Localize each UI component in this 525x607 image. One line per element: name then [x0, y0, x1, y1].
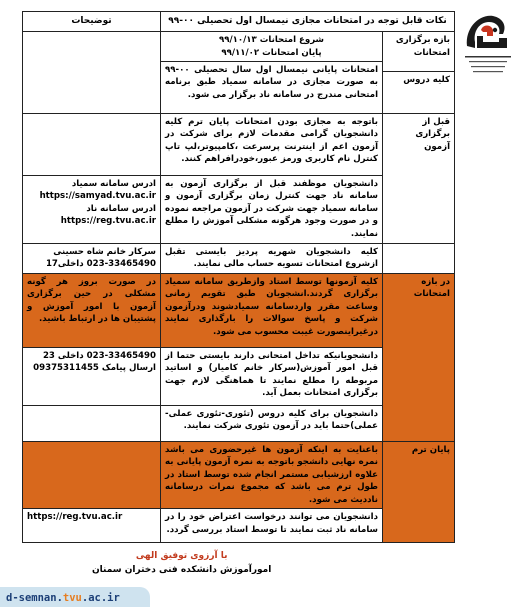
footer-url-suffix: .ac.ir: [81, 592, 120, 604]
notes-column-header: توضیحات: [23, 12, 161, 32]
row-notes-empty: [23, 32, 161, 114]
table-row: [23, 32, 455, 62]
row-text-exam-procedure: کلیه آزمونها توسط استاد وازطریق سامانه سمیاد برگزاری گردند.انشجویان طبق تقویم زمانی وساعت مقرر واردسامانه سمیادشوند ودرآزمون شرکت و پاسخ سوالات را بارگذاری نمایند درغیراینصورت غیبت محسوب می شود.: [161, 273, 383, 347]
signature-block: [92, 549, 271, 578]
row-text-check-nad: دانشجویان موظفند قبل از برگزاری آزمون به سامانه ناد جهت کنترل زمان برگزاری آزمون و سامانه سمیاد جهت شرکت در آزمون مراجعه نموده و در صورت وجود هرگونه مشکلی آموزش را مطلع نمایند.: [161, 175, 383, 243]
row-text-tuition: کلیه دانشجویان شهریه پردیز بایستی تقبل ازشروع امتحانات تسویه حساب مالی نمایند.: [161, 243, 383, 273]
row-text-exam-conflict: دانشجویانیکه تداخل امتحانی دارند بایستی حتما از قبل امور آموزش(سرکار خانم کامیار) و اساتید مربوطه را مطلع نمایند تا هماهنگی لازم جهت برگزاری امتحانات بعمل آید.: [161, 347, 383, 405]
tvu-logo-icon: [459, 8, 517, 88]
row-notes-empty: [23, 113, 161, 175]
row-text-prepare-internet: باتوجه به مجازی بودن امتحانات پایان ترم کلیه دانشجویان گرامی مقدمات لازم برای شرکت در آزمون اعم از اینترنت پرسرعت ،کامپیوتر،لپ تاپ کنترل نام کاربری ورمز عبور،خودرافراهم کنند.: [161, 113, 383, 175]
row-notes-empty: [23, 405, 161, 441]
table-row: [23, 113, 455, 175]
row-text-final-grade: باعنایت به اینکه آزمون ها غیرحضوری می باشد نمره نهایی دانشجو باتوجه به نمره آزمون پایانی به علاوه ارزشیابی مستمر انجام شده توسط استاد در طول ترم می باشد که مجموع نمرات درسامانه ناددیث می شود.: [161, 441, 383, 508]
row-notes-finance-contact: سرکار خانم شاه حسینی 023-33465490 داخلی17: [23, 243, 161, 273]
signature-line-office: امورآموزش دانشکده فنی دختران سمنان: [92, 565, 272, 576]
row-label-all-courses: کلیه دروس: [383, 71, 455, 113]
row-notes-reg-link[interactable]: https://reg.tvu.ac.ir: [23, 509, 161, 543]
row-label-exam-period: بازه برگزاری امتحانات: [383, 32, 455, 72]
table-header-row: [23, 12, 455, 32]
exam-notes-table: [22, 11, 455, 543]
table-row: [23, 441, 455, 508]
tvu-logo: [459, 8, 517, 88]
footer-url-accent: tvu: [62, 592, 82, 604]
row-text-theory-exam: دانشجویان برای کلیه دروس (تئوری-تئوری عملی-عملی)حتما باید در آزمون تئوری شرکت نمایند.: [161, 405, 383, 441]
row-label-end-of-term: پایان ترم: [383, 441, 455, 542]
row-notes-education-contact: 023-33465490 داخلی 23 ارسال پیامک 09375311455: [23, 347, 161, 405]
row-text-grade-appeal: دانشجویان می توانند درخواست اعتراض خود را در سامانه ناد ثبت نمایند تا توسط استاد بررسی گردد.: [161, 509, 383, 543]
row-label-before-exam: قبل از برگزاری آزمون: [383, 113, 455, 243]
row-label-during-exams: در بازه امتحانات: [383, 273, 455, 441]
row-notes-system-addresses: ادرس سامانه سمیاد https://samyad.tvu.ac.ir ادرس سامانه ناد https://reg.tvu.ac.ir: [23, 175, 161, 243]
row-text-exam-dates: شروع امتحانات ۹۹/۱۰/۱۳ پایان امتحانات ۹۹/۱۱/۰۲: [161, 32, 383, 62]
table-row: [23, 243, 455, 273]
row-label-empty: [383, 243, 455, 273]
footer-url-prefix: d-semnan.: [6, 592, 63, 604]
signature-line-wishes: با آرزوی توفیق الهی: [135, 551, 228, 561]
row-text-samyad-exams: امتحانات پایانی نیمسال اول سال تحصیلی ۰۰-۹۹ به صورت مجازی در سامانه سمیاد طبق برنامه امتحانی مندرج در سامانه ناد برگزار می شود.: [161, 61, 383, 113]
row-notes-support: در صورت بروز هر گونه مشکلی در حین برگزاری آزمون با امور آموزش و پشتیبان ها در ارتباط باشید.: [23, 273, 161, 347]
row-notes-empty: [23, 441, 161, 508]
footer-url[interactable]: [6, 592, 120, 604]
table-title: نکات قابل توجه در امتحانات مجازی نیمسال اول تحصیلی ۰۰-۹۹: [161, 12, 455, 32]
table-row: [23, 273, 455, 347]
